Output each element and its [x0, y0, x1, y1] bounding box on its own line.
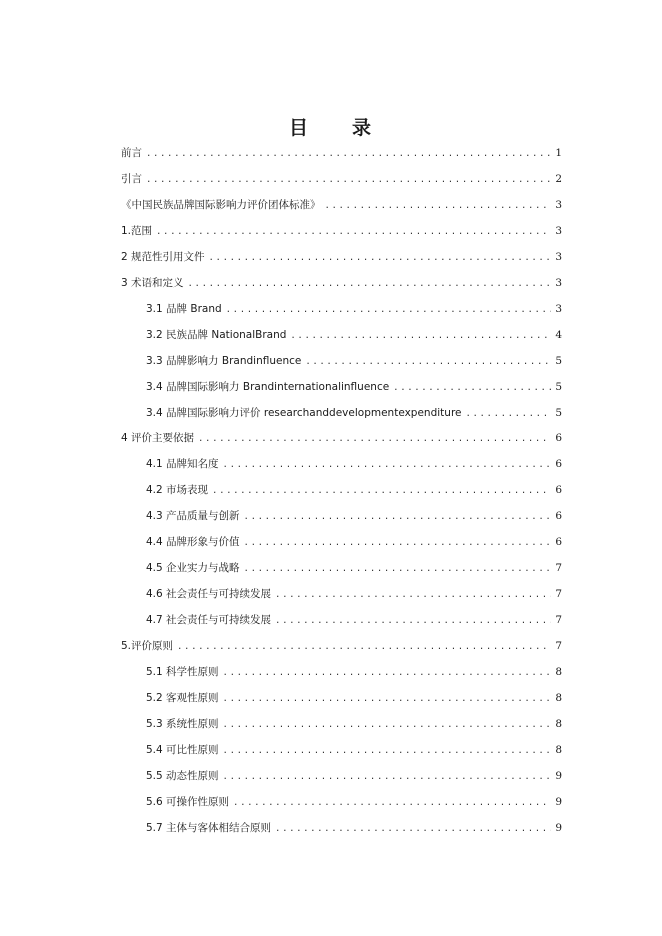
toc-dot-leader	[146, 147, 551, 161]
toc-entry[interactable]	[146, 509, 562, 524]
toc-dot-leader	[223, 718, 552, 732]
toc-dot-leader	[177, 640, 551, 654]
toc-dot-leader	[223, 744, 552, 758]
toc-entry-label: 5.5 动态性原则	[146, 769, 219, 782]
toc-entry[interactable]	[121, 431, 562, 446]
toc-dot-leader	[233, 796, 551, 810]
toc-entry-label: 5.4 可比性原则	[146, 743, 219, 756]
toc-entry-label: 3.1 品牌 Brand	[146, 302, 222, 315]
toc-entry[interactable]	[146, 691, 562, 706]
toc-entry-page-number: 6	[555, 536, 562, 549]
toc-entry-label: 4.2 市场表现	[146, 484, 209, 497]
toc-entry[interactable]	[146, 457, 562, 472]
toc-dot-leader	[290, 329, 551, 343]
toc-entry-page-number: 6	[555, 484, 562, 497]
toc-dot-leader	[156, 225, 551, 239]
toc-entry[interactable]	[146, 561, 562, 576]
toc-entry-label: 3.4 品牌国际影响力评价 researchanddevelopmentexpenditure	[146, 406, 462, 419]
toc-entry-page-number: 5	[555, 354, 562, 367]
toc-entry-page-number: 9	[555, 769, 562, 782]
toc-entry-label: 4.1 品牌知名度	[146, 458, 219, 471]
toc-dot-leader	[226, 303, 552, 317]
toc-entry-page-number: 8	[555, 743, 562, 756]
toc-entry[interactable]	[121, 250, 562, 265]
toc-dot-leader	[198, 432, 551, 446]
toc-entry[interactable]	[146, 821, 562, 836]
toc-entry-page-number: 7	[555, 640, 562, 653]
toc-dot-leader	[393, 381, 551, 395]
toc-entry[interactable]	[121, 224, 562, 239]
toc-dot-leader	[244, 536, 552, 550]
toc-entry-page-number: 2	[555, 172, 562, 185]
toc-entry-label: 前言	[121, 147, 142, 159]
toc-entry[interactable]	[146, 665, 562, 680]
toc-entry-page-number: 3	[555, 276, 562, 289]
toc-dot-leader	[325, 199, 552, 213]
toc-entry-label: 5.3 系统性原则	[146, 717, 219, 730]
toc-entry-page-number: 3	[555, 302, 562, 315]
toc-entry-label: 3.3 品牌影响力 Brandinfluence	[146, 354, 302, 367]
toc-dot-leader	[209, 251, 552, 265]
toc-entry-label: 2 规范性引用文件	[121, 250, 205, 263]
toc-dot-leader	[223, 458, 552, 472]
toc-entry[interactable]	[146, 613, 562, 628]
toc-dot-leader	[212, 484, 551, 498]
toc-entry[interactable]	[146, 535, 562, 550]
toc-dot-leader	[188, 277, 552, 291]
toc-dot-leader	[223, 692, 552, 706]
toc-dot-leader	[305, 355, 551, 369]
toc-entry-page-number: 4	[555, 328, 562, 341]
toc-entry-label: 引言	[121, 172, 142, 185]
toc-entry-page-number: 1	[555, 147, 562, 159]
toc-entry[interactable]	[146, 354, 562, 369]
toc-entry-page-number: 8	[555, 717, 562, 730]
toc-title: 目 录	[288, 117, 373, 139]
toc-entry-label: 5.6 可操作性原则	[146, 795, 230, 808]
toc-entry[interactable]	[146, 328, 562, 343]
toc-entry-page-number: 7	[555, 588, 562, 601]
toc-entry-label: 5.2 客观性原则	[146, 691, 219, 704]
toc-dot-leader	[244, 562, 552, 576]
toc-entry-label: 《中国民族品牌国际影响力评价团体标准》	[121, 198, 321, 211]
toc-entry-page-number: 5	[555, 406, 562, 419]
toc-entry-label: 4 评价主要依据	[121, 432, 195, 445]
toc-entry-label: 4.5 企业实力与战略	[146, 562, 240, 575]
toc-entry-label: 4.4 品牌形象与价值	[146, 536, 240, 549]
toc-entry-page-number: 8	[555, 666, 562, 678]
toc-entry-label: 3.2 民族品牌 NationalBrand	[146, 328, 287, 341]
toc-entry-label: 4.3 产品质量与创新	[146, 510, 240, 523]
toc-entry-label: 5.7 主体与客体相结合原则	[146, 821, 272, 834]
toc-entry-label: 3 术语和定义	[121, 276, 184, 289]
toc-entry-page-number: 9	[555, 795, 562, 808]
toc-dot-leader	[275, 614, 551, 628]
toc-entry-page-number: 3	[555, 224, 562, 237]
toc-entry-label: 1.范围	[121, 224, 153, 237]
toc-entry[interactable]	[146, 795, 562, 810]
toc-entry-label: 4.7 社会责任与可持续发展	[146, 614, 272, 627]
toc-entry[interactable]	[146, 302, 562, 317]
toc-entry-page-number: 6	[555, 432, 562, 445]
toc-entry-page-number: 3	[555, 198, 562, 211]
toc-entry-label: 5.评价原则	[121, 640, 174, 653]
toc-entry[interactable]	[121, 639, 562, 654]
toc-entry[interactable]	[146, 587, 562, 602]
toc-entry-page-number: 7	[555, 614, 562, 627]
toc-entry[interactable]	[121, 276, 562, 291]
toc-entry-page-number: 3	[555, 250, 562, 263]
toc-entry[interactable]	[121, 198, 562, 213]
toc-entry-page-number: 7	[555, 562, 562, 575]
toc-entry-page-number: 9	[555, 821, 562, 834]
toc-entry-page-number: 8	[555, 691, 562, 704]
toc-dot-leader	[223, 666, 552, 680]
toc-entry[interactable]	[146, 406, 562, 421]
toc-entry[interactable]	[121, 172, 562, 187]
toc-entry-label: 3.4 品牌国际影响力 Brandinternationalinfluence	[146, 380, 390, 393]
toc-entry-label: 5.1 科学性原则	[146, 666, 219, 678]
toc-entry[interactable]	[146, 717, 562, 732]
toc-dot-leader	[275, 822, 551, 836]
toc-entry[interactable]	[146, 380, 562, 395]
toc-dot-leader	[466, 407, 552, 421]
toc-entry-label: 4.6 社会责任与可持续发展	[146, 588, 272, 601]
toc-dot-leader	[223, 770, 552, 784]
toc-entry[interactable]	[121, 146, 562, 161]
toc-dot-leader	[244, 510, 552, 524]
toc-dot-leader	[275, 588, 551, 602]
toc-dot-leader	[146, 173, 551, 187]
toc-entry-page-number: 6	[555, 510, 562, 523]
toc-entry[interactable]	[146, 483, 562, 498]
toc-entry-page-number: 5	[555, 380, 562, 393]
toc-entry[interactable]	[146, 769, 562, 784]
toc-entry-page-number: 6	[555, 458, 562, 471]
toc-entry[interactable]	[146, 743, 562, 758]
